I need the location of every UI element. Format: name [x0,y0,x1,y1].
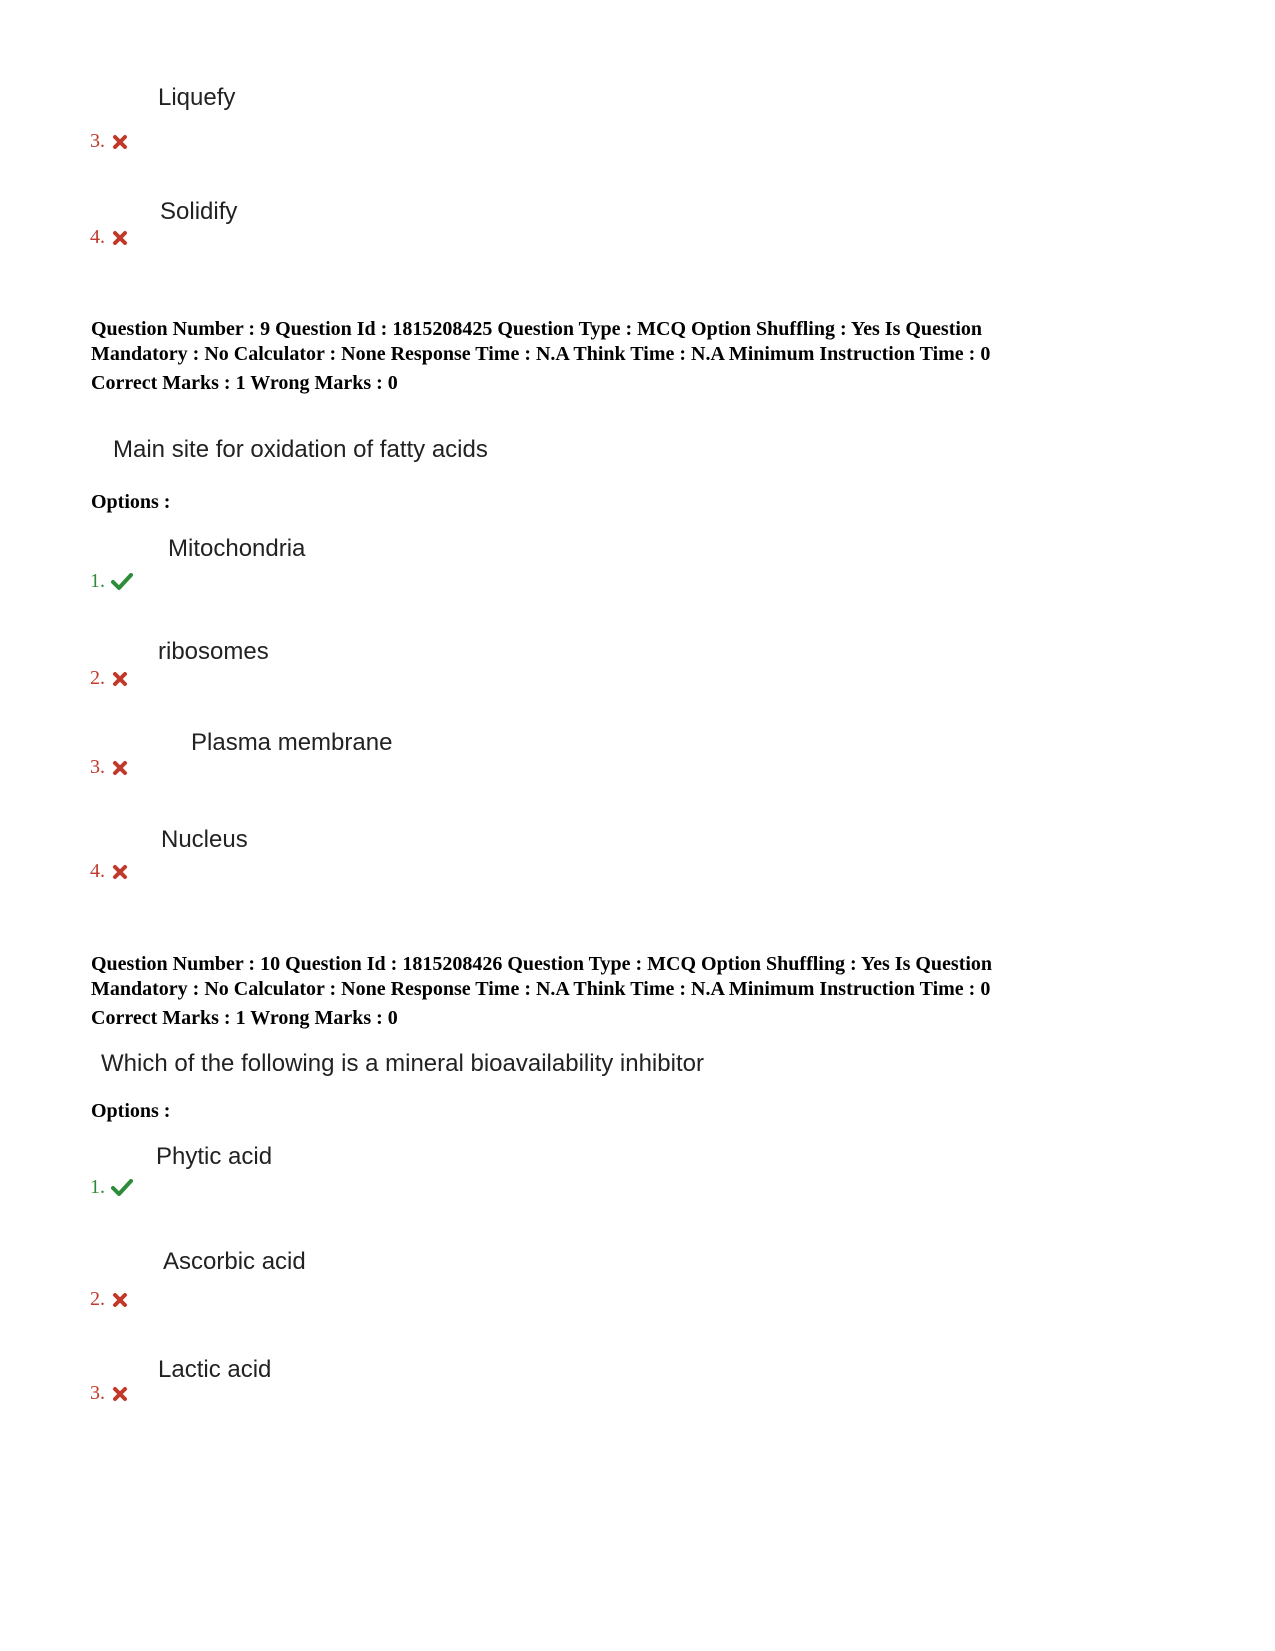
question-meta [91,952,1191,1031]
cross-icon [111,133,129,151]
check-icon [111,1179,129,1197]
option-number [90,1288,129,1311]
meta-line: Question Number : 10 Question Id : 1815208426 Question Type : MCQ Option Shuffling : Yes Is Question [91,953,993,975]
check-icon [111,573,129,591]
option-number-label: 3. [90,756,105,778]
meta-line: Mandatory : No Calculator : None Response Time : N.A Think Time : N.A Minimum Instruction Time : 0 [91,978,991,1000]
options-label: Options : [91,1100,171,1122]
option-text: Mitochondria [168,535,306,562]
marks-line: Correct Marks : 1 Wrong Marks : 0 [91,1007,398,1029]
cross-icon [111,863,129,881]
option-number [90,667,129,690]
option-number-label: 1. [90,570,105,592]
option-number-label: 2. [90,667,105,689]
question-meta [91,317,1191,396]
option-number-label: 3. [90,1382,105,1404]
option-number [90,1176,129,1199]
option-number-label: 2. [90,1288,105,1310]
option-text: ribosomes [158,638,269,665]
meta-line: Mandatory : No Calculator : None Response Time : N.A Think Time : N.A Minimum Instruction Time : 0 [91,343,991,365]
cross-icon [111,1291,129,1309]
option-text: Phytic acid [156,1143,273,1170]
cross-icon [111,229,129,247]
cross-icon [111,670,129,688]
meta-line: Question Number : 9 Question Id : 1815208425 Question Type : MCQ Option Shuffling : Yes Is Question [91,318,983,340]
marks-line: Correct Marks : 1 Wrong Marks : 0 [91,372,398,394]
question-text: Which of the following is a mineral bioavailability inhibitor [101,1050,704,1077]
option-number-label: 4. [90,226,105,248]
option-number-label: 4. [90,860,105,882]
option-text: Ascorbic acid [163,1248,306,1275]
option-number [90,860,129,883]
question-text: Main site for oxidation of fatty acids [113,436,488,463]
option-number [90,130,129,153]
option-number [90,756,129,779]
option-text: Solidify [160,198,238,225]
cross-icon [111,759,129,777]
option-number-label: 3. [90,130,105,152]
option-number [90,226,129,249]
options-label: Options : [91,491,171,513]
option-number-label: 1. [90,1176,105,1198]
option-number [90,1382,129,1405]
option-text: Lactic acid [158,1356,272,1383]
option-number [90,570,129,593]
option-text: Plasma membrane [191,729,393,756]
cross-icon [111,1385,129,1403]
option-text: Nucleus [161,826,248,853]
option-text: Liquefy [158,84,236,111]
